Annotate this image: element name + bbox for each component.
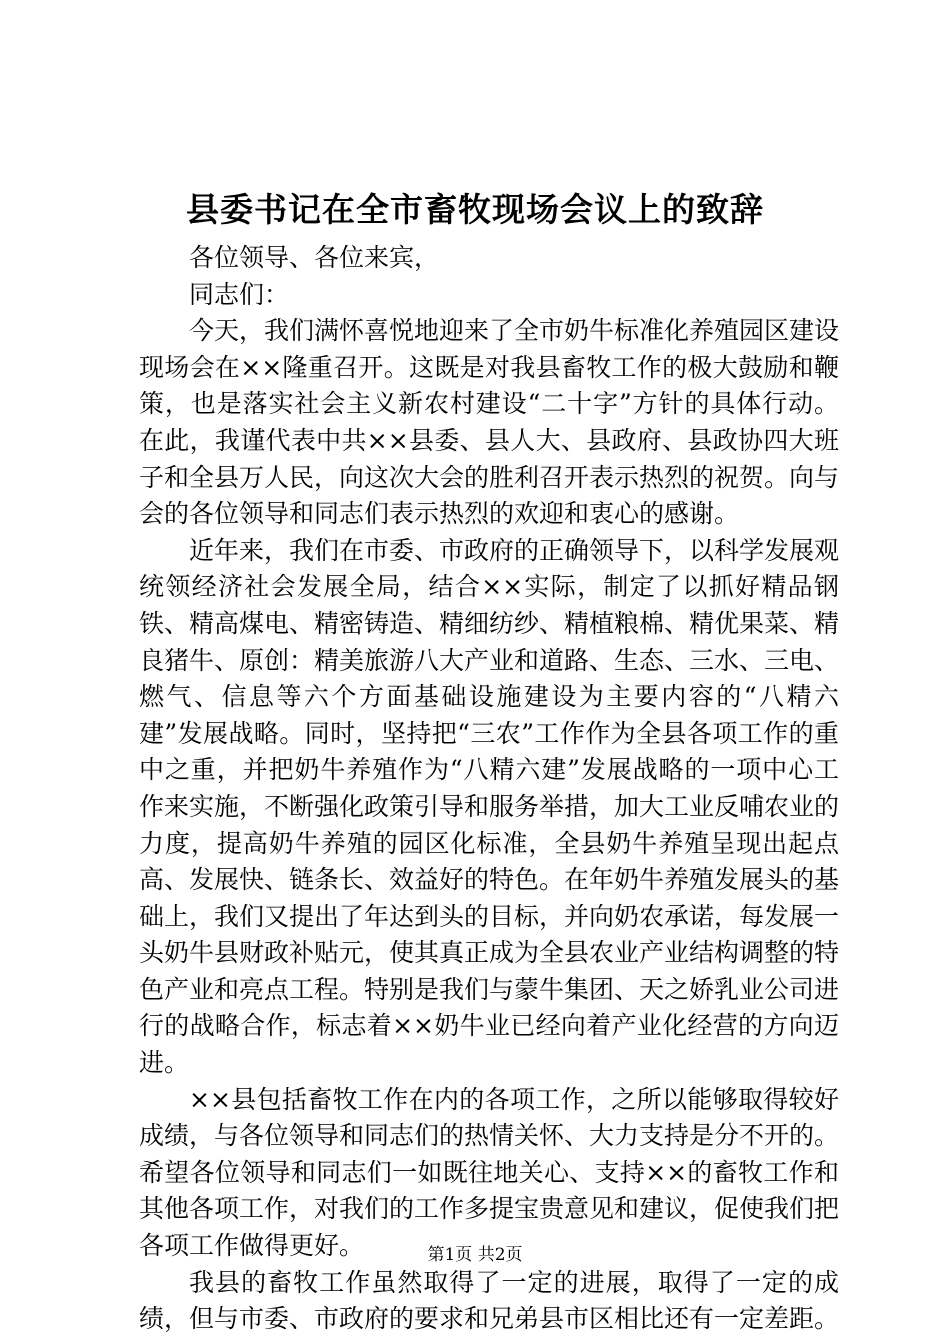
document-body — [139, 240, 839, 1338]
body-paragraph: ××县包括畜牧工作在内的各项工作，之所以能够取得较好成绩，与各位领导和同志们的热情关怀、大力支持是分不开的。希望各位领导和同志们一如既往地关心、支持××的畜牧工作和其他各项工作，对我们的工作多提宝贵意见和建议，促使我们把各项工作做得更好。 — [139, 1084, 840, 1261]
salutation-line: 各位领导、各位来宾， — [189, 243, 440, 272]
body-paragraph: 近年来，我们在市委、市政府的正确领导下，以科学发展观统领经济社会发展全局，结合××实际，制定了以抓好精品钢铁、精高煤电、精密铸造、精细纺纱、精植粮棉、精优果菜、精良猪牛、原创：精美旅游八大产业和道路、生态、三水、三电、燃气、信息等六个方面基础设施建设为主要内容的“八精六建”发展战略。同时，坚持把“三农”工作作为全县各项工作的重中之重，并把奶牛养殖作为“八精六建”发展战略的一项中心工作来实施，不断强化政策引导和服务举措，加大工业反哺农业的力度，提高奶牛养殖的园区化标准，全县奶牛养殖呈现出起点高、发展快、链条长、效益好的特色。在年奶牛养殖发展头的基础上，我们又提出了年达到头的目标，并向奶农承诺，每发展一头奶牛县财政补贴元，使其真正成为全县农业产业结构调整的特色产业和亮点工程。特别是我们与蒙牛集团、天之娇乳业公司进行的战略合作，标志着××奶牛业已经向着产业化经营的方向迈进。 — [139, 535, 840, 1078]
document-title: 县委书记在全市畜牧现场会议上的致辞 — [186, 190, 764, 229]
body-paragraph: 我县的畜牧工作虽然取得了一定的进展，取得了一定的成绩，但与市委、市政府的要求和兄弟县市区相比还有一定差距。 — [139, 1267, 840, 1334]
salutation-line: 同志们： — [189, 279, 290, 309]
body-paragraph: 今天，我们满怀喜悦地迎来了全市奶牛标准化养殖园区建设现场会在××隆重召开。这既是对我县畜牧工作的极大鼓励和鞭策，也是落实社会主义新农村建设“二十字”方针的具体行动。在此，我谨代表中共××县委、县人大、县政府、县政协四大班子和全县万人民，向这次大会的胜利召开表示热烈的祝贺。向与会的各位领导和同志们表示热烈的欢迎和衷心的感谢。 — [139, 316, 840, 529]
page-footer: 第1页 共2页 — [427, 1245, 523, 1265]
